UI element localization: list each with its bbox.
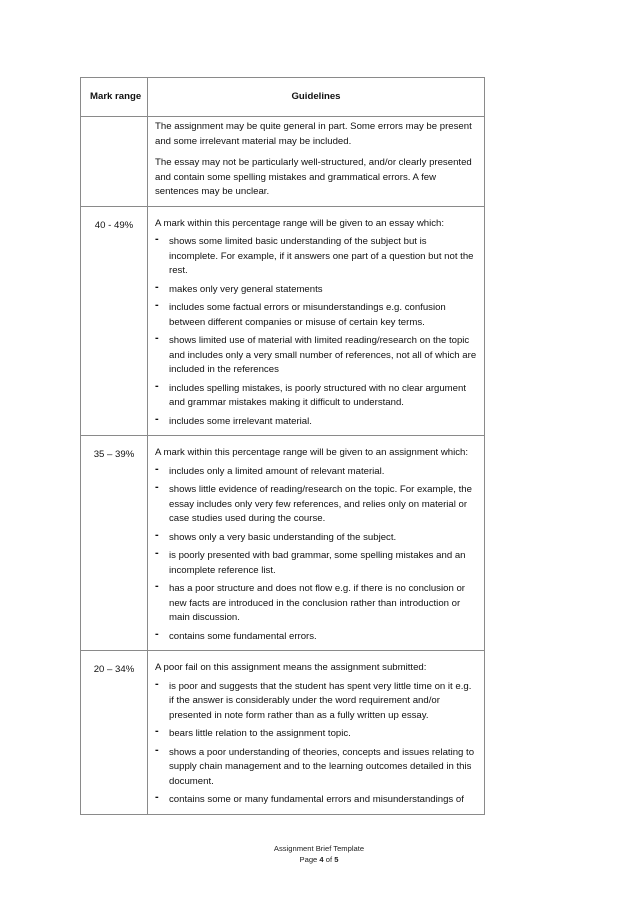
list-item	[155, 677, 478, 724]
list-item-text: is poorly presented with bad grammar, some spelling mistakes and an incomplete reference list.	[169, 550, 466, 576]
dash-bullet-icon: -	[155, 677, 159, 690]
list-item-text: includes only a limited amount of relevant material.	[169, 465, 385, 477]
marking-guidelines-table	[80, 77, 485, 815]
table-row-continuation	[81, 117, 485, 207]
list-item	[155, 412, 478, 430]
guideline-intro: A poor fail on this assignment means the assignment submitted:	[155, 662, 427, 673]
guideline-intro: A mark within this percentage range will be given to an assignment which:	[155, 447, 469, 458]
list-item	[155, 627, 478, 645]
table-row	[81, 651, 485, 815]
list-item-text: shows limited use of material with limited reading/research on the topic and includes only a very small number of references, not all of which are included in the references	[169, 335, 477, 375]
dash-bullet-icon: -	[155, 332, 159, 344]
list-item-text: makes only very general statements	[169, 283, 323, 295]
dash-bullet-icon: -	[155, 280, 159, 293]
list-item-text: shows only a very basic understanding of the subject.	[169, 531, 397, 543]
list-item-text: shows a poor understanding of theories, concepts and issues relating to supply chain management and to the learning outcomes detailed in this document.	[169, 746, 475, 787]
footer-total-pages: 5	[334, 855, 339, 864]
list-item	[155, 793, 478, 808]
dash-bullet-icon: -	[155, 743, 159, 756]
list-item	[155, 334, 478, 378]
list-item-text: contains some or many fundamental errors and misunderstandings of	[169, 794, 464, 805]
guidelines-cell	[148, 206, 485, 436]
dash-bullet-icon: -	[155, 481, 159, 493]
list-item	[155, 280, 478, 298]
dash-bullet-icon: -	[155, 791, 159, 803]
dash-bullet-icon: -	[155, 547, 159, 559]
dash-bullet-icon: -	[155, 627, 159, 640]
list-item-text: is poor and suggests that the student has spent very little time on it e.g. if the answer is considerably under the word requirement and/or presented in note form rather than as a fully written up essay.	[169, 680, 472, 721]
header-guidelines: Guidelines	[148, 78, 485, 117]
footer-template-name: Assignment Brief Template	[273, 844, 365, 853]
table-row	[81, 206, 485, 436]
guidelines-cell	[148, 436, 485, 651]
table-header-row	[81, 78, 485, 117]
footer-of-word: of	[325, 855, 333, 864]
dash-bullet-icon: -	[155, 528, 159, 541]
guidelines-cell	[148, 651, 485, 815]
footer-page-word: Page	[299, 855, 318, 864]
range-cell	[81, 117, 148, 207]
list-item-text: contains some fundamental errors.	[169, 630, 317, 642]
dash-bullet-icon: -	[155, 462, 159, 475]
dash-bullet-icon: -	[155, 412, 159, 425]
list-item	[155, 727, 478, 742]
dash-bullet-icon: -	[155, 580, 159, 592]
range-cell: 35 – 39%	[81, 436, 148, 651]
list-item	[155, 235, 478, 279]
list-item-text: has a poor structure and does not flow e.g. if there is no conclusion or new facts are introduced in the conclusion rather than introduction or main discussion.	[169, 583, 465, 623]
guideline-intro: A mark within this percentage range will be given to an essay which:	[155, 217, 445, 229]
range-cell: 20 – 34%	[81, 651, 148, 815]
list-item	[155, 462, 478, 480]
dash-bullet-icon: -	[155, 379, 159, 392]
guideline-paragraph: The essay may not be particularly well-structured, and/or clearly presented and contain some spelling mistakes and grammatical errors. A few sentences may be unclear.	[155, 157, 472, 197]
list-item	[155, 743, 478, 790]
list-item-text: shows some limited basic understanding of the subject but is incomplete. For example, if it answers one part of a question but not the rest.	[169, 236, 474, 276]
guidelines-cell	[148, 117, 485, 207]
header-mark-range: Mark range	[81, 78, 148, 117]
list-item-text: shows little evidence of reading/research on the topic. For example, the essay includes only very few references, and relies only on material or case studies used during the course.	[169, 484, 472, 524]
table-row	[81, 436, 485, 651]
list-item	[155, 379, 478, 411]
footer-current-page: 4	[319, 855, 324, 864]
list-item	[155, 528, 478, 546]
list-item	[155, 301, 478, 330]
list-item	[155, 483, 478, 527]
list-item-text: includes some factual errors or misunderstandings e.g. confusion between different companies or misuse of certain key terms.	[169, 302, 446, 328]
range-cell: 40 - 49%	[81, 206, 148, 436]
footer-page-number	[0, 854, 638, 865]
page-footer	[0, 843, 638, 865]
list-item	[155, 582, 478, 626]
dash-bullet-icon: -	[155, 233, 159, 245]
dash-bullet-icon: -	[155, 725, 159, 737]
list-item-text: includes some irrelevant material.	[169, 415, 312, 427]
list-item	[155, 549, 478, 578]
list-item-text: includes spelling mistakes, is poorly structured with no clear argument and grammar mistakes making it difficult to understand.	[169, 382, 467, 408]
dash-bullet-icon: -	[155, 299, 159, 311]
guideline-paragraph: The assignment may be quite general in part. Some errors may be present and some irrelevant material may be included.	[155, 121, 472, 147]
list-item-text: bears little relation to the assignment topic.	[169, 728, 351, 739]
